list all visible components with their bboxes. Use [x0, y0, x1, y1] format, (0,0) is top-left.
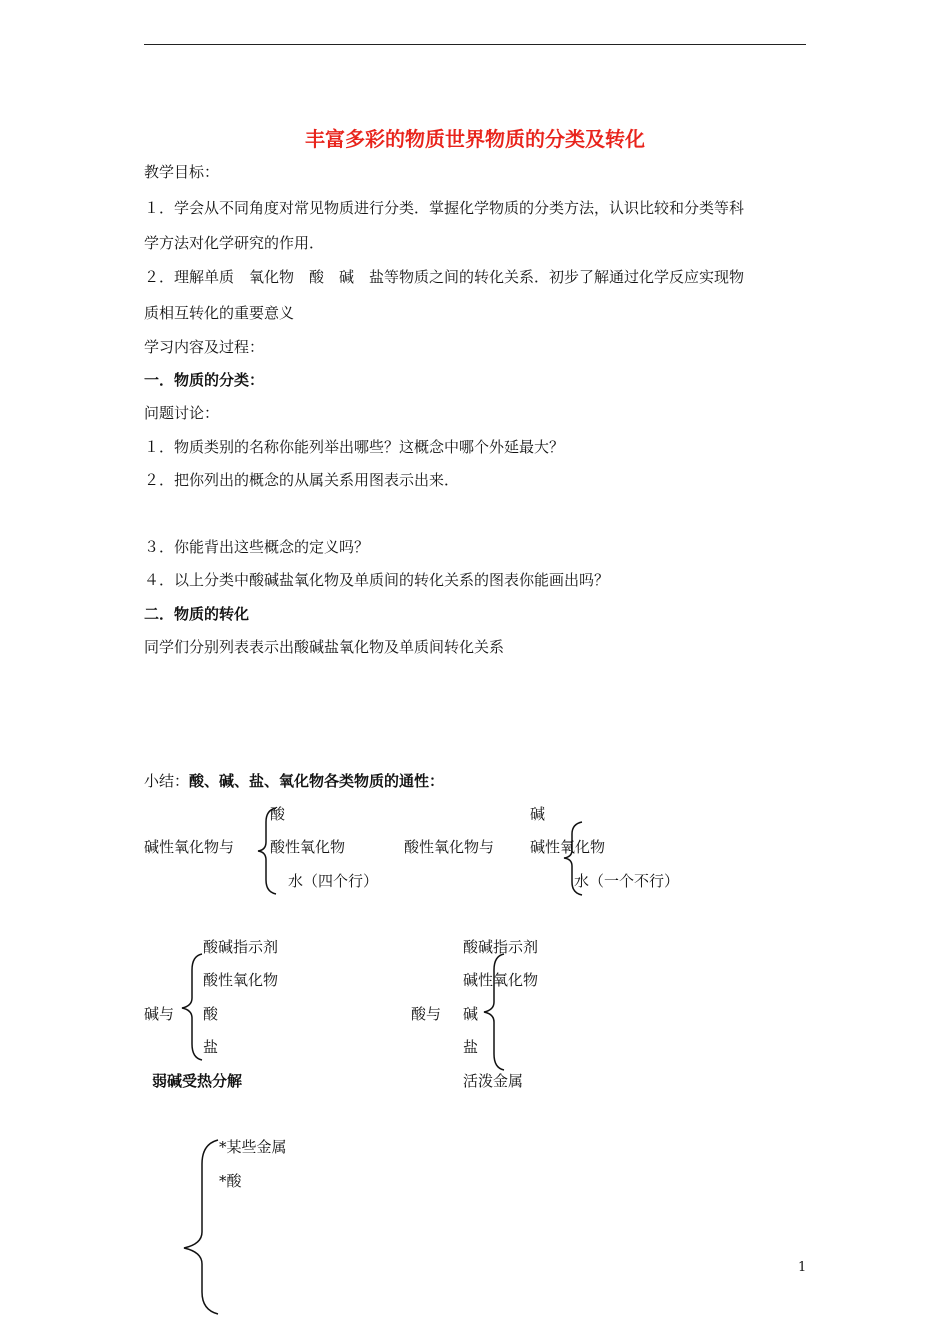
page-number: 1	[798, 1260, 807, 1275]
acidic-oxide-item: 水（一个不行）	[574, 872, 680, 890]
objective-2-line-1: ２．理解单质 氧化物 酸 碱 盐等物质之间的转化关系．初步了解通过化学反应实现物	[144, 268, 745, 286]
section-1-heading: 一．物质的分类：	[144, 371, 265, 389]
basic-oxide-label: 碱性氧化物与	[144, 838, 235, 856]
salt-item: *酸	[219, 1172, 242, 1190]
question-3: ３．你能背出这些概念的定义吗？	[144, 538, 370, 556]
acidic-oxide-item: 碱性氧化物	[530, 838, 606, 856]
base-item: 酸	[203, 1005, 219, 1023]
discussion-heading: 问题讨论：	[144, 404, 220, 422]
base-item: 酸碱指示剂	[203, 938, 279, 956]
question-1: １．物质类别的名称你能列举出哪些？这概念中哪个外延最大？	[144, 438, 565, 456]
base-label: 碱与	[144, 1005, 175, 1023]
acid-item: 酸碱指示剂	[463, 938, 539, 956]
basic-oxide-item: 酸性氧化物	[270, 838, 346, 856]
page-title: 丰富多彩的物质世界物质的分类及转化	[305, 127, 645, 151]
objectives-heading: 教学目标：	[144, 163, 220, 181]
summary-heading: 酸、碱、盐、氧化物各类物质的通性：	[189, 772, 445, 790]
acid-label: 酸与	[411, 1005, 442, 1023]
transform-text: 同学们分别列表表示出酸碱盐氧化物及单质间转化关系	[144, 638, 505, 656]
header-rule	[144, 44, 806, 45]
acidic-oxide-label: 酸性氧化物与	[404, 838, 495, 856]
base-note: 弱碱受热分解	[152, 1072, 243, 1090]
salt-item: *某些金属	[219, 1138, 287, 1156]
summary-line	[144, 771, 444, 791]
basic-oxide-item: 酸	[270, 805, 286, 823]
objective-1-line-1: １．学会从不同角度对常见物质进行分类．掌握化学物质的分类方法，认识比较和分类等科	[144, 199, 745, 217]
section-2-heading: 二．物质的转化	[144, 605, 250, 623]
acid-item: 盐	[463, 1038, 479, 1056]
base-item: 酸性氧化物	[203, 971, 279, 989]
question-4: ４．以上分类中酸碱盐氧化物及单质间的转化关系的图表你能画出吗？	[144, 571, 610, 589]
acid-item: 碱	[463, 1005, 479, 1023]
acid-item: 活泼金属	[463, 1072, 524, 1090]
objective-2-line-2: 质相互转化的重要意义	[144, 304, 295, 322]
base-item: 盐	[203, 1038, 219, 1056]
acid-item: 碱性氧化物	[463, 971, 539, 989]
summary-prefix: 小结：	[144, 772, 190, 790]
objective-1-line-2: 学方法对化学研究的作用．	[144, 234, 325, 252]
basic-oxide-item: 水（四个行）	[288, 872, 379, 890]
process-heading: 学习内容及过程：	[144, 338, 265, 356]
salt-brace	[180, 1138, 222, 1316]
question-2: ２．把你列出的概念的从属关系用图表示出来．	[144, 471, 460, 489]
acidic-oxide-item: 碱	[530, 805, 546, 823]
